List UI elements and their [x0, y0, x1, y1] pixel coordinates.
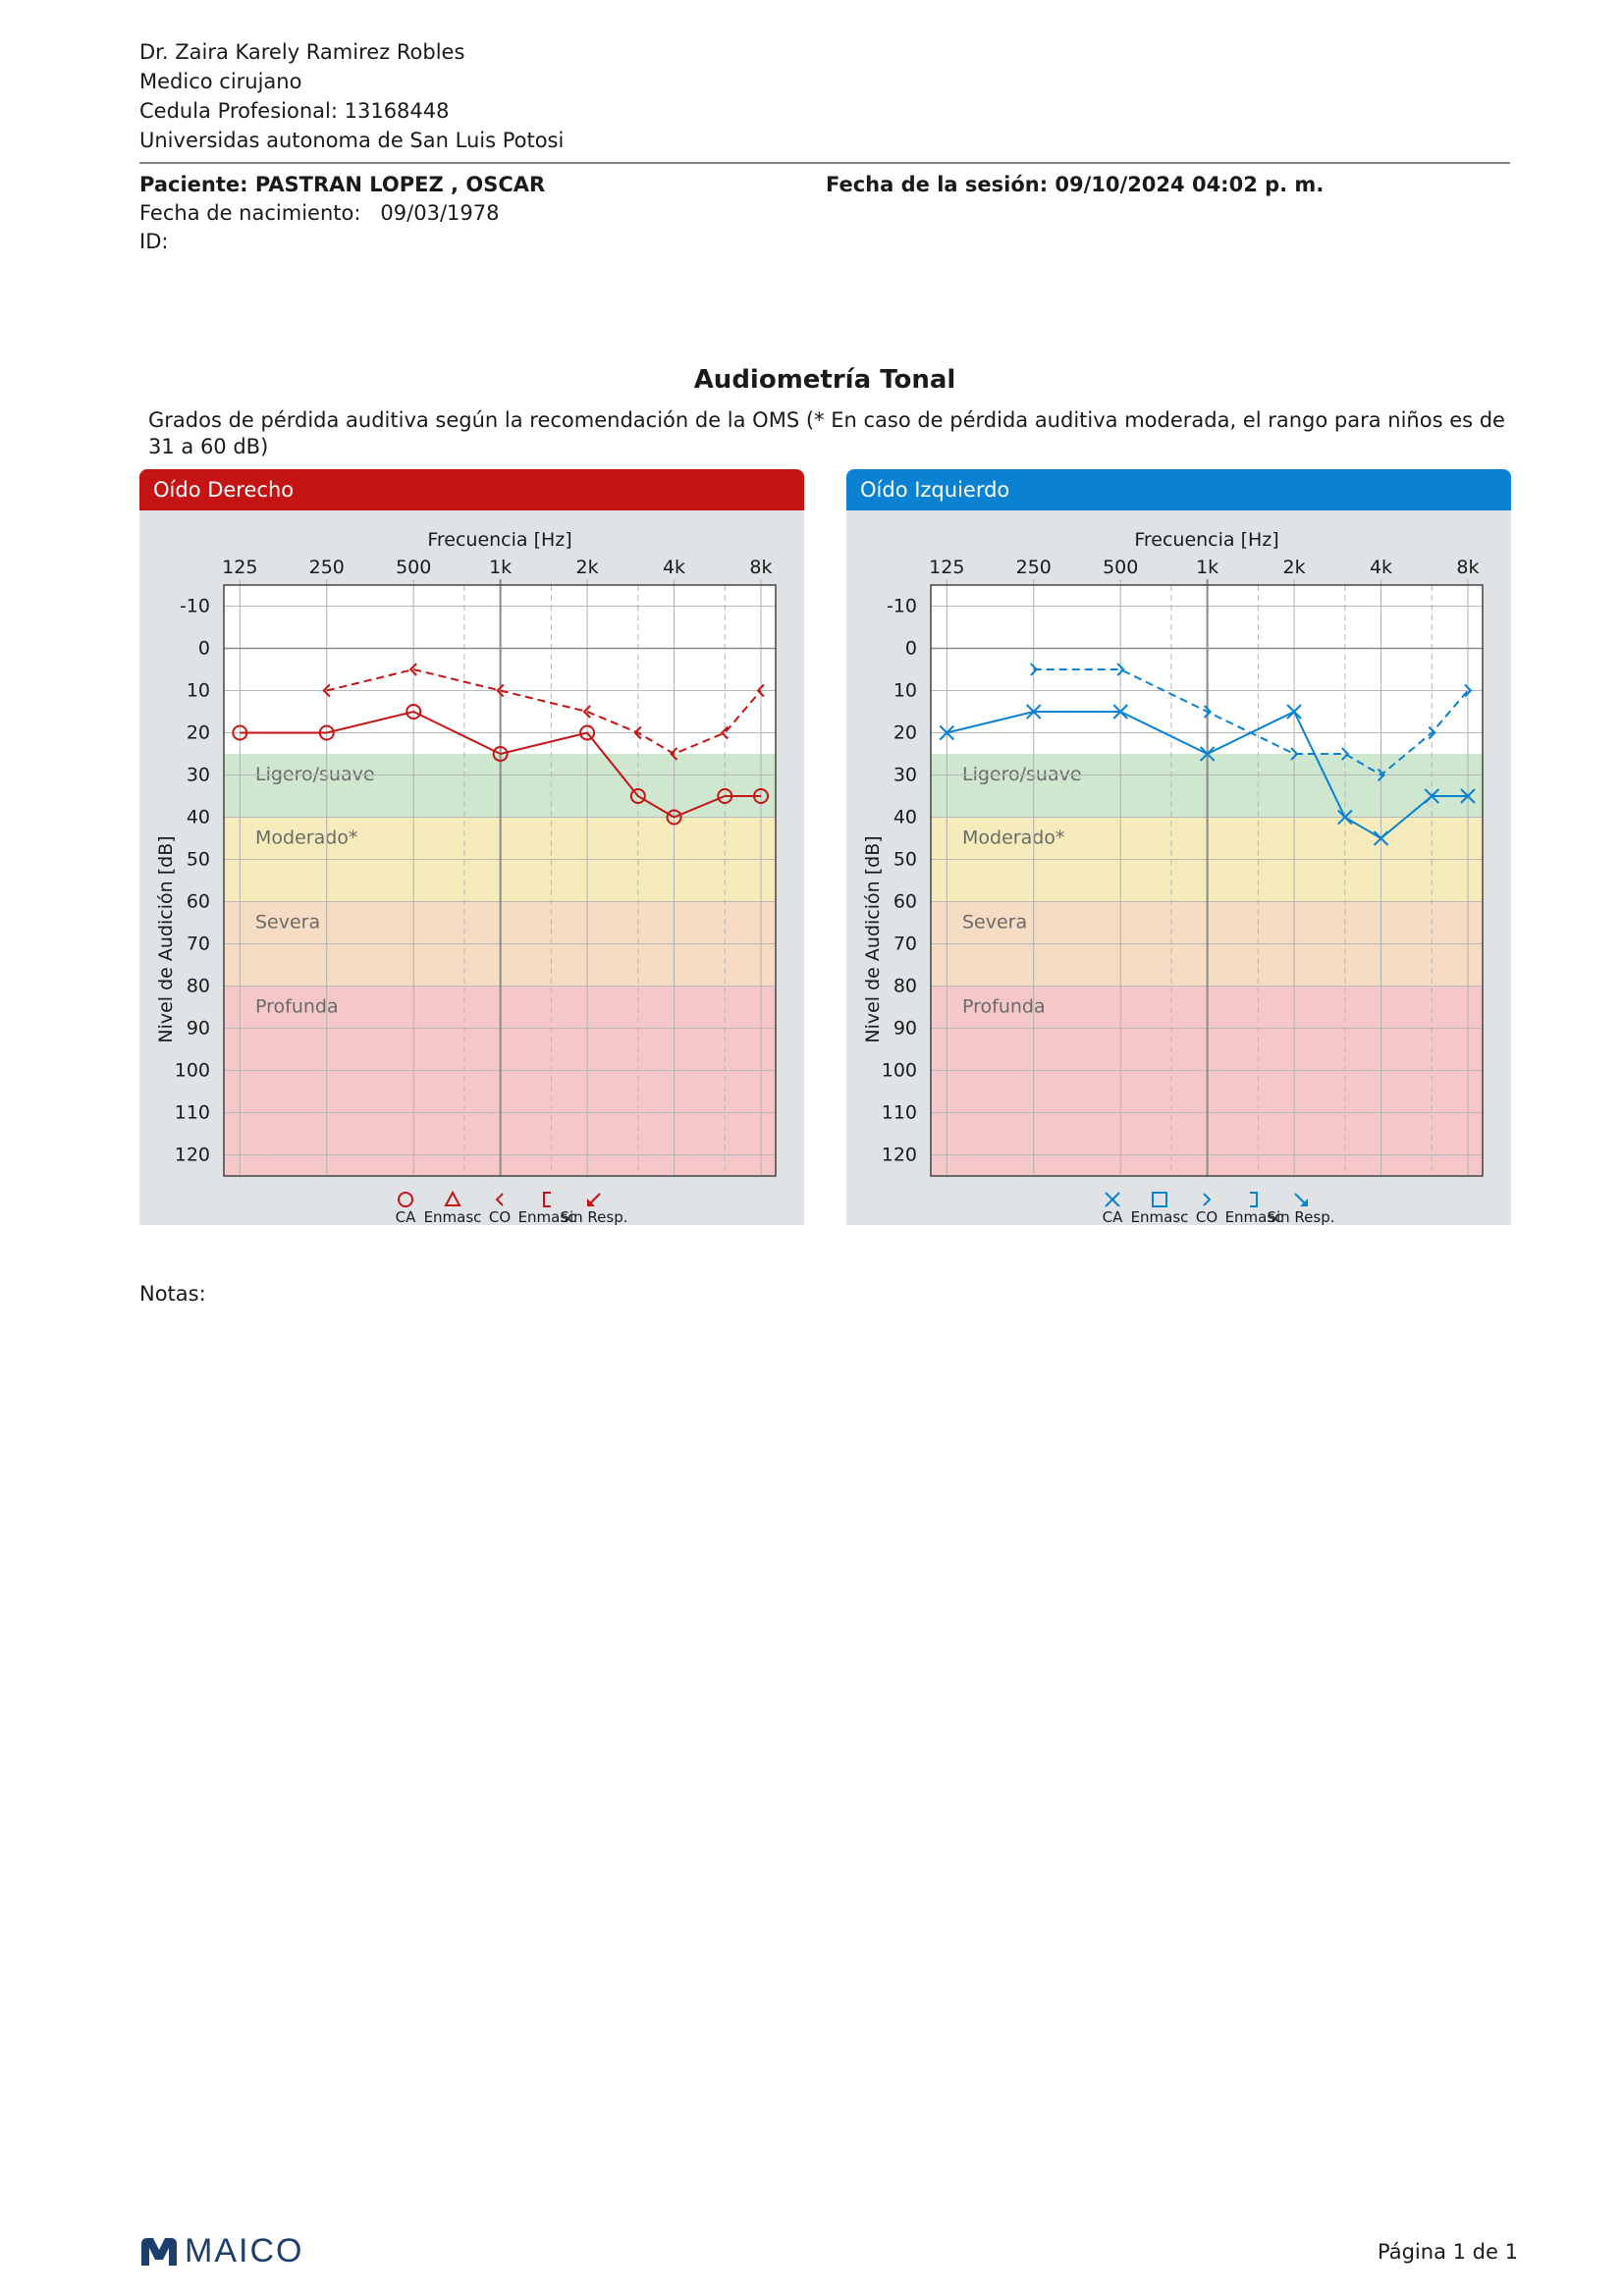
doctor-role: Medico cirujano: [139, 70, 302, 93]
report-subtitle: Grados de pérdida auditiva según la recomendación de la OMS (* En caso de pérdida auditiva moderada, el rango para niños es de 31 a 60 dB): [148, 408, 1505, 458]
legend-symbol: [1250, 1193, 1257, 1206]
y-tick-label: 50: [893, 848, 917, 871]
x-axis-title: Frecuencia [Hz]: [1134, 529, 1279, 551]
patient-id-label: ID:: [139, 230, 169, 253]
y-tick-label: 60: [186, 890, 210, 913]
maico-logo: [139, 2232, 303, 2270]
y-tick-label: 60: [893, 890, 917, 913]
legend-label: Enmasc: [1130, 1208, 1189, 1225]
right-ear-panel: [139, 469, 804, 1225]
right-ear-audiogram: [139, 469, 804, 1225]
patient-block: [139, 171, 545, 256]
y-tick-label: 30: [186, 764, 210, 786]
y-axis-title: Nivel de Audición [dB]: [862, 835, 884, 1043]
x-tick-label: 2k: [1282, 557, 1306, 578]
y-tick-label: -10: [179, 595, 210, 617]
y-tick-label: 110: [174, 1101, 210, 1124]
legend-symbol: [1204, 1194, 1210, 1205]
band-label: Profunda: [255, 995, 339, 1018]
x-tick-label: 1k: [1196, 557, 1219, 578]
x-axis-title: Frecuencia [Hz]: [427, 529, 572, 551]
dob-value: 09/03/1978: [380, 201, 500, 225]
legend-label: Enmasc: [423, 1208, 482, 1225]
x-tick-label: 4k: [1369, 557, 1393, 578]
y-tick-label: 90: [893, 1017, 917, 1040]
y-tick-label: 20: [186, 721, 210, 744]
legend-symbol: [1295, 1194, 1308, 1206]
band-label: Profunda: [962, 995, 1046, 1018]
header-divider: [139, 162, 1510, 164]
maico-logo-icon: [139, 2236, 179, 2268]
y-tick-label: 70: [186, 933, 210, 955]
maico-logo-text: MAICO: [185, 2232, 304, 2269]
band-label: Ligero/suave: [962, 764, 1082, 785]
y-tick-label: 0: [904, 637, 917, 660]
page-number: Página 1 de 1: [1378, 2240, 1518, 2264]
legend-label: CO: [488, 1208, 512, 1225]
legend-label: CA: [1102, 1208, 1123, 1225]
legend-label: Enmasc: [1224, 1208, 1283, 1225]
y-axis-title: Nivel de Audición [dB]: [155, 835, 177, 1043]
band-label: Moderado*: [255, 827, 358, 849]
legend-label: Enmasc: [517, 1208, 576, 1225]
x-tick-label: 4k: [662, 557, 686, 578]
y-tick-label: 80: [893, 975, 917, 997]
legend-symbol: [497, 1194, 503, 1205]
doctor-name: Dr. Zaira Karely Ramirez Robles: [139, 40, 465, 64]
y-tick-label: 70: [893, 933, 917, 955]
right-ear-panel-title: Oído Derecho: [139, 469, 804, 510]
y-tick-label: 0: [197, 637, 210, 660]
x-tick-label: 2k: [575, 557, 599, 578]
report-title: Audiometría Tonal: [693, 365, 956, 395]
y-tick-label: 40: [893, 806, 917, 828]
x-tick-label: 250: [1015, 557, 1052, 578]
legend-symbol: [399, 1193, 412, 1206]
y-tick-label: 120: [174, 1144, 210, 1166]
x-tick-label: 8k: [1456, 557, 1480, 578]
legend-label: CO: [1195, 1208, 1218, 1225]
x-tick-label: 500: [1103, 557, 1139, 578]
y-tick-label: -10: [886, 595, 917, 617]
y-tick-label: 90: [186, 1017, 210, 1040]
band-label: Severa: [962, 911, 1028, 934]
y-tick-label: 100: [174, 1059, 210, 1082]
y-tick-label: 120: [881, 1144, 917, 1166]
band-label: Severa: [255, 911, 321, 934]
legend-symbol: [587, 1194, 600, 1206]
notes-label: Notas:: [139, 1282, 206, 1306]
x-tick-label: 125: [222, 557, 258, 578]
y-tick-label: 40: [186, 806, 210, 828]
doctor-block: [139, 37, 564, 155]
y-tick-label: 110: [881, 1101, 917, 1124]
legend-symbol: [1106, 1193, 1119, 1206]
band-label: Moderado*: [962, 827, 1065, 849]
x-tick-label: 250: [308, 557, 345, 578]
left-ear-panel: [846, 469, 1511, 1225]
legend-label: Sin Resp.: [1267, 1208, 1335, 1225]
doctor-license: Cedula Profesional: 13168448: [139, 99, 450, 123]
y-tick-label: 10: [893, 679, 917, 702]
y-tick-label: 100: [881, 1059, 917, 1082]
legend-label: CA: [395, 1208, 416, 1225]
patient-name: Paciente: PASTRAN LOPEZ , OSCAR: [139, 173, 546, 196]
x-tick-label: 8k: [749, 557, 773, 578]
x-tick-label: 500: [396, 557, 432, 578]
y-tick-label: 20: [893, 721, 917, 744]
legend-label: Sin Resp.: [560, 1208, 628, 1225]
left-ear-audiogram: [846, 469, 1511, 1225]
y-tick-label: 80: [186, 975, 210, 997]
doctor-university: Universidas autonoma de San Luis Potosi: [139, 129, 565, 152]
dob-label: Fecha de nacimiento:: [139, 201, 361, 225]
legend-symbol: [544, 1193, 551, 1206]
legend-symbol: [1153, 1193, 1166, 1206]
y-tick-label: 50: [186, 848, 210, 871]
legend-symbol: [446, 1193, 460, 1205]
x-tick-label: 125: [929, 557, 965, 578]
y-tick-label: 10: [186, 679, 210, 702]
session-date: Fecha de la sesión: 09/10/2024 04:02 p. m.: [826, 173, 1325, 196]
left-ear-panel-title: Oído Izquierdo: [846, 469, 1511, 510]
patient-dob: [139, 199, 545, 228]
x-tick-label: 1k: [489, 557, 513, 578]
y-tick-label: 30: [893, 764, 917, 786]
band-label: Ligero/suave: [255, 764, 375, 785]
